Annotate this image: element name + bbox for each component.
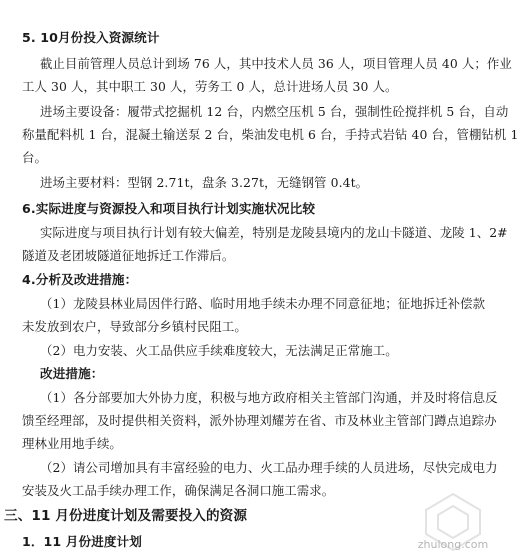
paragraph-line: 安装及火工品手续办理工作，确保满足各洞口施工需求。	[22, 483, 335, 498]
paragraph-line: （2）电力安装、火工品供应手续难度较大，无法满足正常施工。	[40, 343, 398, 358]
paragraph-line: （1）各分部要加大外协力度，积极与地方政府相关主管部门沟通，并及时将信息反	[40, 390, 498, 405]
paragraph-line: 工人 30 人，其中职工 30 人，劳务工 0 人，总计进场人员 30 人。	[22, 79, 398, 94]
paragraph-line: 台。	[22, 150, 47, 165]
paragraph-line: （2）请公司增加具有丰富经验的电力、火工品办理手续的人员进场，尽快完成电力	[40, 460, 498, 475]
paragraph-line: 截止目前管理人员总计到场 76 人，其中技术人员 36 人，项目管理人员 40 人；作业	[40, 56, 512, 71]
paragraph-line: 馈至经理部，及时提供相关资料，派外协理刘耀芳在省、市及林业主管部门蹲点追踪办	[22, 413, 497, 428]
subheading-improvements: 改进措施：	[40, 366, 104, 381]
paragraph-line: 理林业用地手续。	[22, 436, 122, 451]
watermark-text: zhulong.com	[417, 538, 489, 551]
paragraph-line: 进场主要设备：履带式挖掘机 12 台，内燃空压机 5 台，强制性砼搅拌机 5 台，自动	[40, 104, 509, 119]
paragraph-line: （1）龙陵县林业局因伴行路、临时用地手续未办理不同意征地；征地拆迁补偿款	[40, 296, 486, 311]
paragraph-line: 隧道及老团坡隧道征地拆迁工作滞后。	[22, 248, 235, 263]
paragraph-line: 未发放到农户，导致部分乡镇村民阻工。	[22, 319, 247, 334]
zhulong-watermark-logo	[398, 490, 508, 554]
section-heading-3-1: 1．11 月份进度计划	[22, 534, 142, 549]
section-heading-6: 6.实际进度与资源投入和项目执行计划实施状况比较	[22, 201, 316, 216]
paragraph-line: 实际进度与项目执行计划有较大偏差，特别是龙陵县境内的龙山卡隧道、龙陵 1、2#	[40, 225, 508, 240]
paragraph-line: 进场主要材料：型钢 2.71t，盘条 3.27t，无缝钢管 0.4t。	[40, 175, 369, 190]
paragraph-line: 称量配料机 1 台，混凝土输送泵 2 台，柴油发电机 6 台，手持式岩钻 40 台，管棚钻机 1	[22, 127, 518, 142]
section-heading-5: 5. 10月份投入资源统计	[22, 30, 160, 45]
section-heading-3: 三、11 月份进度计划及需要投入的资源	[4, 508, 248, 524]
section-heading-4: 4.分析及改进措施：	[22, 272, 138, 287]
